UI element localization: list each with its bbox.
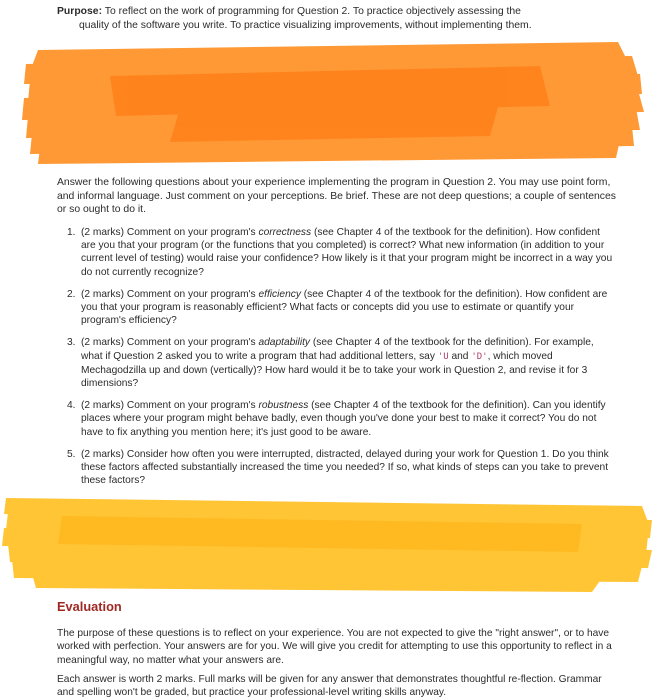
purpose-paragraph xyxy=(57,5,617,33)
question-number: 1. xyxy=(67,227,76,238)
question-term: robustness xyxy=(258,400,309,412)
question-number: 5. xyxy=(67,448,76,460)
purpose-label: Purpose: xyxy=(57,6,103,17)
redaction-highlight-top xyxy=(20,36,645,168)
question-number: 3. xyxy=(67,337,76,349)
question-item: 3. (2 marks) Comment on your program's adaptability (see Chapter 4 of the textbook for the definition). For example, what if Question 2 asked you to write a program that had additional letters, say 'U and 'D', which moved Mechagodzilla up and down (vertically)? How hard would it be to take your work in Question 2, and revise it for 3 dimensions? xyxy=(67,337,594,390)
evaluation-paragraph-2: Each answer is worth 2 marks. Full marks will be given for any answer that demonstrates thoughtful re-flection. Grammar and spelling won't be graded, but practice your professional-level writing skills anyway. xyxy=(57,674,602,699)
question-item: 4. (2 marks) Comment on your program's robustness (see Chapter 4 of the textbook for the definition). Can you identify places where your program might behave badly, even though you've done your best to make it correct? You do not have to fix anything you mention here; it's just good to be aware. xyxy=(67,400,606,438)
redaction-highlight-bottom xyxy=(2,492,654,594)
evaluation-paragraph-1: The purpose of these questions is to reflect on your experience. You are not expected to give the "right answer", or to have worked with perfection. Your answers are for you. We will give you credit for attempting to use this opportunity to reflect in a meaningful way, no matter what your answers are. xyxy=(57,628,612,666)
question-number: 2. xyxy=(67,288,76,300)
question-term: adaptability xyxy=(258,337,311,349)
code-letter-d: 'D' xyxy=(471,351,488,362)
question-item: 2. (2 marks) Comment on your program's efficiency (see Chapter 4 of the textbook for the definition). How confident are you that your program is reasonably efficient? What facts or concepts did you use to estimate or quantify your program's efficiency? xyxy=(67,288,608,327)
question-term: efficiency xyxy=(258,288,301,300)
question-item: 5. (2 marks) Consider how often you were interrupted, distracted, delayed during your work for Question 1. Do you think these factors affected substantially increased the time you needed? If so, what kinds of steps can you take to prevent these factors? xyxy=(67,448,609,487)
question-list xyxy=(57,226,617,496)
code-letter-u: 'U xyxy=(437,351,449,362)
purpose-line-1: To reflect on the work of programming for Question 2. To practice objectively assessing the xyxy=(104,6,521,17)
question-term: correctness xyxy=(258,227,312,238)
intro-paragraph: Answer the following questions about your experience implementing the program in Question 2. You may use point form, and informal language. Just comment on your perceptions. Be brief. These are not deep questions; a couple of sentences or so ought to do it. xyxy=(57,177,616,216)
evaluation-heading: Evaluation xyxy=(57,599,122,614)
question-item: 1. (2 marks) Comment on your program's correctness (see Chapter 4 of the textbook for the definition). How confident are you that your program (or the functions that you completed) is correct? What new information (in addition to your current level of testing) would raise your confidence? How likely is it that your program might be incorrect in a way you do not currently recognize? xyxy=(67,227,613,278)
purpose-line-2: quality of the software you write. To practice visualizing improvements, without implementing them. xyxy=(79,20,532,31)
question-number: 4. xyxy=(67,400,76,412)
